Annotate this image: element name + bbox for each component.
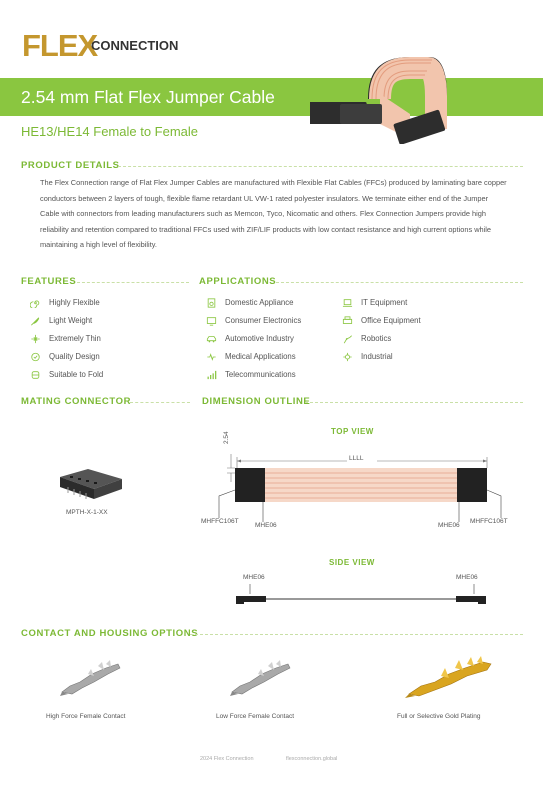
low-force-contact-label: Low Force Female Contact: [216, 713, 295, 720]
footer-copyright: 2024 Flex Connection: [200, 756, 254, 762]
left-contact-label: MHE06: [255, 522, 277, 529]
side-right-label: MHE06: [456, 574, 478, 581]
laptop-icon: [341, 298, 353, 308]
feather-icon: [29, 316, 41, 326]
feature-item: [29, 348, 103, 366]
feature-label: Quality Design: [49, 352, 100, 361]
divider: [190, 634, 523, 635]
right-contact-label: MHE06: [438, 522, 460, 529]
application-item: [205, 348, 301, 366]
application-item: [341, 312, 421, 330]
signal-icon: [205, 370, 217, 380]
application-label: Industrial: [361, 352, 393, 361]
dimension-heading: DIMENSION OUTLINE: [202, 396, 311, 407]
application-item: [205, 312, 301, 330]
application-item: [205, 366, 301, 384]
gold-plated-contact-image: [405, 656, 495, 700]
length-dimension: LLLL: [349, 455, 364, 462]
feature-label: Highly Flexible: [49, 298, 100, 307]
application-item: [341, 348, 421, 366]
features-heading: FEATURES: [21, 276, 77, 287]
divider: [130, 402, 190, 403]
feature-item: [29, 312, 103, 330]
application-item: [341, 330, 421, 348]
car-icon: [205, 334, 217, 344]
subtitle: HE13/HE14 Female to Female: [21, 124, 199, 139]
top-view-heading: TOP VIEW: [331, 427, 374, 436]
feature-label: Suitable to Fold: [49, 370, 104, 379]
mating-connector-heading: MATING CONNECTOR: [21, 396, 132, 407]
footer-website: flexconnection.global: [286, 756, 338, 762]
application-label: Domestic Appliance: [225, 298, 294, 307]
application-item: [205, 330, 301, 348]
high-force-contact-label: High Force Female Contact: [46, 713, 126, 720]
application-label: Medical Applications: [225, 352, 296, 361]
hero-cable-image: [310, 54, 510, 144]
application-label: Telecommunications: [225, 370, 296, 379]
application-label: Automotive Industry: [225, 334, 294, 343]
feature-label: Light Weight: [49, 316, 93, 325]
feature-item: [29, 294, 103, 312]
mating-connector-image: [58, 465, 124, 505]
application-label: Office Equipment: [361, 316, 421, 325]
side-left-label: MHE06: [243, 574, 265, 581]
application-item: [205, 294, 301, 312]
divider: [276, 282, 523, 283]
page-title: 2.54 mm Flat Flex Jumper Cable: [21, 87, 275, 107]
contact-options-heading: CONTACT AND HOUSING OPTIONS: [21, 628, 199, 639]
gold-plating-label: Full or Selective Gold Plating: [397, 713, 481, 720]
medical-icon: [205, 352, 217, 362]
divider: [118, 166, 523, 167]
left-housing-label: MHFFC106T: [201, 518, 239, 525]
divider: [305, 402, 523, 403]
logo-connection-text: CONNECTION: [91, 38, 179, 53]
logo-flex-text: FLEX: [22, 28, 98, 63]
printer-icon: [341, 316, 353, 326]
spiral-icon: [29, 298, 41, 308]
applications-list-col1: [205, 294, 301, 384]
fold-icon: [29, 370, 41, 380]
right-housing-label: MHFFC106T: [470, 518, 508, 525]
low-force-contact-image: [228, 658, 292, 698]
application-label: Robotics: [361, 334, 392, 343]
application-item: [341, 294, 421, 312]
pitch-dimension: 2.54: [223, 431, 230, 444]
application-label: IT Equipment: [361, 298, 408, 307]
applications-list-col2: [341, 294, 421, 366]
product-details-text: The Flex Connection range of Flat Flex Jumper Cables are manufactured with Flexible Flat Cables (FFCs) produced by laminating bare copper conductors between 2 layers of tough, flexible flame retardant UL VW-1 rated polyester insulators. We terminate either end of the Jumper Cable with connectors from leading manufacturers such as Memcon, Tyco, Nicomatic and others. Flex Connection Jumpers provide high reliability and retention compared to traditional FFCs used with ZIF/LIF products with low contact resistance and high current options while maintaining a high level of flexibility.: [40, 178, 507, 250]
feature-item: [29, 366, 103, 384]
application-label: Consumer Electronics: [225, 316, 302, 325]
applications-heading: APPLICATIONS: [199, 276, 277, 287]
product-details-heading: PRODUCT DETAILS: [21, 160, 120, 171]
side-view-heading: SIDE VIEW: [329, 558, 375, 567]
mating-part-label: MPTH-X-1-XX: [66, 509, 108, 516]
feature-item: [29, 330, 103, 348]
washing-machine-icon: [205, 298, 217, 308]
side-view-drawing: [230, 582, 490, 608]
feature-label: Extremely Thin: [49, 334, 101, 343]
gear-icon: [341, 352, 353, 362]
tv-icon: [205, 316, 217, 326]
high-force-contact-image: [58, 658, 122, 698]
divider: [77, 282, 189, 283]
robot-icon: [341, 334, 353, 344]
quality-badge-icon: [29, 352, 41, 362]
features-list: [29, 294, 103, 384]
thin-arrows-icon: [29, 334, 41, 344]
